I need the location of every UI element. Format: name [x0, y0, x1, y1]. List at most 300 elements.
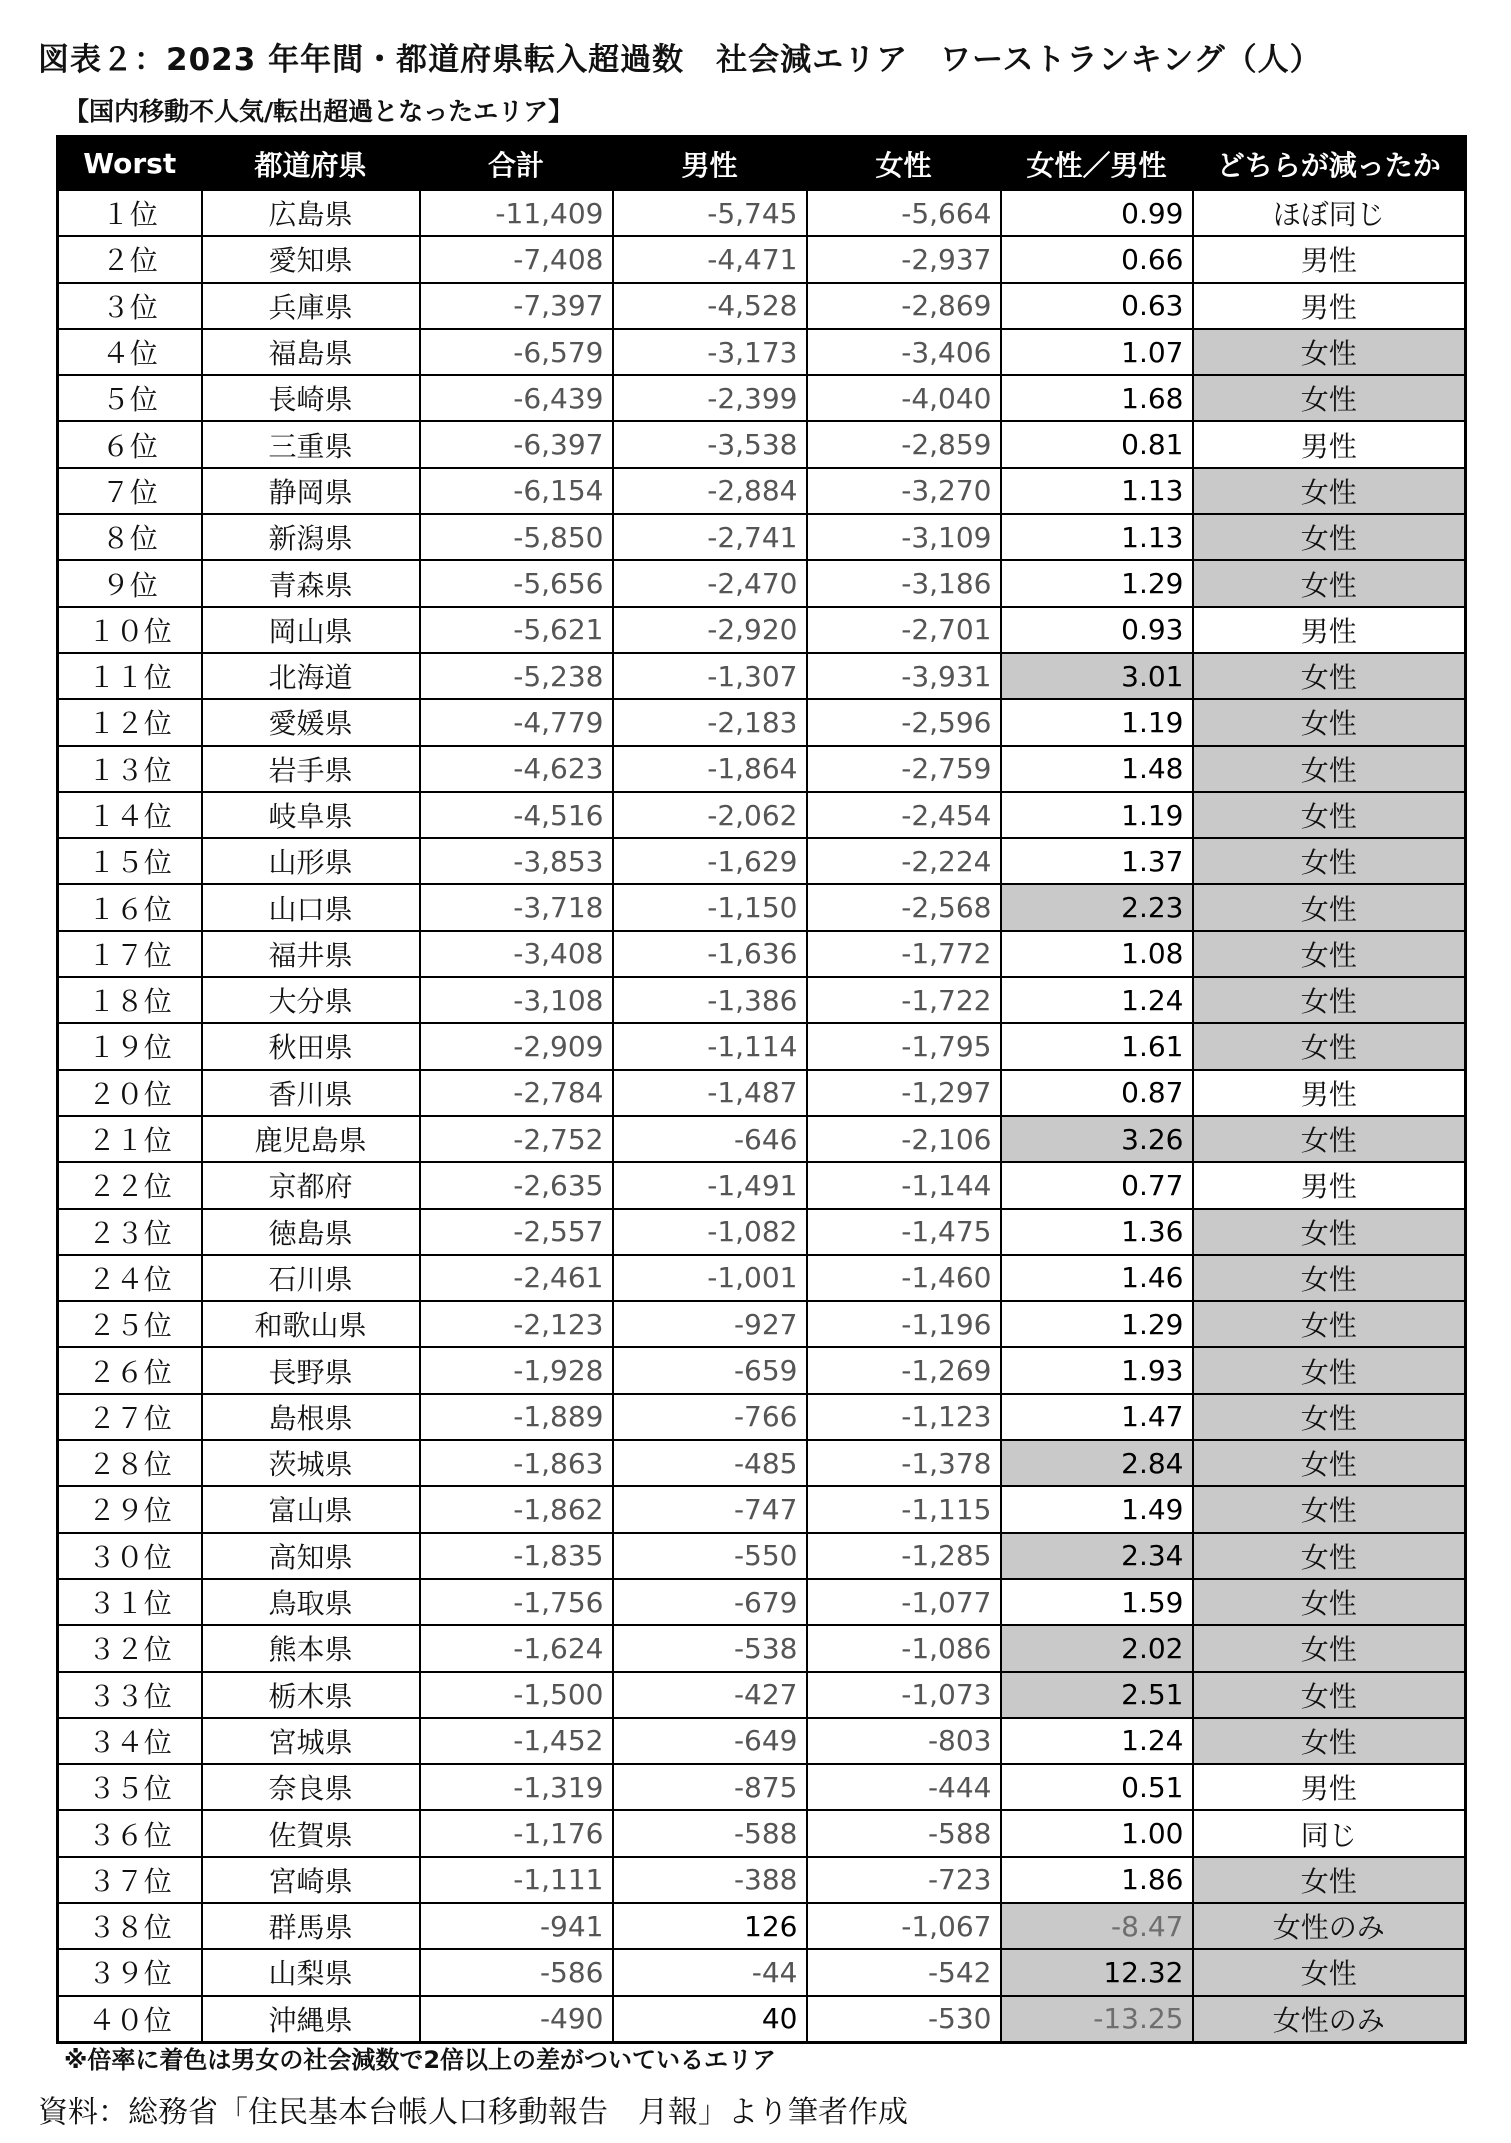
ratio-cell: 1.86 — [1001, 1857, 1193, 1903]
which-decreased-cell: 女性 — [1193, 468, 1466, 514]
which-decreased-cell: 女性 — [1193, 1394, 1466, 1440]
rank-cell: ３１位 — [58, 1579, 202, 1625]
total-cell: -2,909 — [420, 1023, 613, 1069]
prefecture-cell: 山口県 — [202, 884, 420, 930]
male-cell: -550 — [613, 1533, 807, 1579]
male-cell: -2,741 — [613, 514, 807, 560]
ratio-cell: 1.36 — [1001, 1209, 1193, 1255]
total-cell: -6,154 — [420, 468, 613, 514]
total-cell: -6,397 — [420, 421, 613, 467]
ratio-cell: 1.08 — [1001, 931, 1193, 977]
prefecture-cell: 宮城県 — [202, 1718, 420, 1764]
table-row — [58, 1486, 1466, 1532]
total-cell: -2,784 — [420, 1070, 613, 1116]
total-cell: -7,408 — [420, 236, 613, 282]
which-decreased-cell: 女性 — [1193, 1440, 1466, 1486]
male-cell: -3,538 — [613, 421, 807, 467]
rank-cell: １０位 — [58, 607, 202, 653]
total-cell: -2,752 — [420, 1116, 613, 1162]
table-row — [58, 1949, 1466, 1995]
female-cell: -2,759 — [807, 746, 1001, 792]
male-cell: -5,745 — [613, 190, 807, 236]
male-cell: -1,001 — [613, 1255, 807, 1301]
male-cell: -1,307 — [613, 653, 807, 699]
total-cell: -11,409 — [420, 190, 613, 236]
total-cell: -4,623 — [420, 746, 613, 792]
table-row — [58, 514, 1466, 560]
male-cell: -875 — [613, 1764, 807, 1810]
which-decreased-cell: 女性 — [1193, 1672, 1466, 1718]
male-cell: -2,183 — [613, 699, 807, 745]
which-decreased-cell: 女性 — [1193, 746, 1466, 792]
prefecture-cell: 岡山県 — [202, 607, 420, 653]
male-cell: -747 — [613, 1486, 807, 1532]
rank-cell: １２位 — [58, 699, 202, 745]
male-cell: -1,150 — [613, 884, 807, 930]
prefecture-cell: 広島県 — [202, 190, 420, 236]
prefecture-cell: 秋田県 — [202, 1023, 420, 1069]
prefecture-cell: 高知県 — [202, 1533, 420, 1579]
header-total: 合計 — [420, 137, 613, 191]
table-body — [58, 190, 1466, 2042]
prefecture-cell: 群馬県 — [202, 1903, 420, 1949]
prefecture-cell: 兵庫県 — [202, 283, 420, 329]
which-decreased-cell: 女性 — [1193, 838, 1466, 884]
total-cell: -3,853 — [420, 838, 613, 884]
total-cell: -1,319 — [420, 1764, 613, 1810]
female-cell: -723 — [807, 1857, 1001, 1903]
male-cell: -2,884 — [613, 468, 807, 514]
prefecture-cell: 石川県 — [202, 1255, 420, 1301]
total-cell: -1,863 — [420, 1440, 613, 1486]
female-cell: -1,285 — [807, 1533, 1001, 1579]
female-cell: -3,109 — [807, 514, 1001, 560]
prefecture-cell: 愛媛県 — [202, 699, 420, 745]
table-row — [58, 1347, 1466, 1393]
ratio-cell: 1.00 — [1001, 1810, 1193, 1856]
female-cell: -1,067 — [807, 1903, 1001, 1949]
prefecture-cell: 奈良県 — [202, 1764, 420, 1810]
total-cell: -5,656 — [420, 560, 613, 606]
ratio-cell: 1.48 — [1001, 746, 1193, 792]
ratio-cell: 1.24 — [1001, 1718, 1193, 1764]
which-decreased-cell: 同じ — [1193, 1810, 1466, 1856]
rank-cell: ２位 — [58, 236, 202, 282]
male-cell: -4,528 — [613, 283, 807, 329]
prefecture-cell: 三重県 — [202, 421, 420, 467]
male-cell: -538 — [613, 1625, 807, 1671]
female-cell: -2,454 — [807, 792, 1001, 838]
table-row — [58, 1209, 1466, 1255]
male-cell: -588 — [613, 1810, 807, 1856]
total-cell: -1,176 — [420, 1810, 613, 1856]
rank-cell: ２２位 — [58, 1162, 202, 1208]
male-cell: -1,082 — [613, 1209, 807, 1255]
male-cell: -659 — [613, 1347, 807, 1393]
table-row — [58, 236, 1466, 282]
male-cell: 40 — [613, 1996, 807, 2043]
total-cell: -3,108 — [420, 977, 613, 1023]
rank-cell: ２５位 — [58, 1301, 202, 1347]
male-cell: -679 — [613, 1579, 807, 1625]
table-row — [58, 283, 1466, 329]
table-row — [58, 1162, 1466, 1208]
prefecture-cell: 北海道 — [202, 653, 420, 699]
rank-cell: ２８位 — [58, 1440, 202, 1486]
source-credit: 資料：総務省「住民基本台帳人口移動報告 月報」より筆者作成 — [38, 2095, 908, 2130]
ratio-cell: 12.32 — [1001, 1949, 1193, 1995]
prefecture-cell: 茨城県 — [202, 1440, 420, 1486]
table-row — [58, 1116, 1466, 1162]
female-cell: -1,123 — [807, 1394, 1001, 1440]
ratio-cell: 1.13 — [1001, 514, 1193, 560]
rank-cell: ４０位 — [58, 1996, 202, 2043]
table-row — [58, 1764, 1466, 1810]
ratio-cell: 1.49 — [1001, 1486, 1193, 1532]
female-cell: -2,701 — [807, 607, 1001, 653]
table-row — [58, 884, 1466, 930]
prefecture-cell: 長野県 — [202, 1347, 420, 1393]
female-cell: -1,297 — [807, 1070, 1001, 1116]
prefecture-cell: 新潟県 — [202, 514, 420, 560]
female-cell: -542 — [807, 1949, 1001, 1995]
rank-cell: ３３位 — [58, 1672, 202, 1718]
ratio-cell: 2.51 — [1001, 1672, 1193, 1718]
table-row — [58, 1625, 1466, 1671]
male-cell: -646 — [613, 1116, 807, 1162]
table-row — [58, 1718, 1466, 1764]
which-decreased-cell: 女性 — [1193, 1347, 1466, 1393]
prefecture-cell: 山梨県 — [202, 1949, 420, 1995]
total-cell: -1,452 — [420, 1718, 613, 1764]
male-cell: -2,399 — [613, 375, 807, 421]
header-ratio: 女性／男性 — [1001, 137, 1193, 191]
total-cell: -1,500 — [420, 1672, 613, 1718]
female-cell: -1,460 — [807, 1255, 1001, 1301]
ratio-cell: 1.24 — [1001, 977, 1193, 1023]
total-cell: -1,889 — [420, 1394, 613, 1440]
rank-cell: ２３位 — [58, 1209, 202, 1255]
prefecture-cell: 和歌山県 — [202, 1301, 420, 1347]
which-decreased-cell: 男性 — [1193, 607, 1466, 653]
ratio-cell: 2.34 — [1001, 1533, 1193, 1579]
which-decreased-cell: 女性のみ — [1193, 1996, 1466, 2043]
table-row — [58, 1023, 1466, 1069]
male-cell: -649 — [613, 1718, 807, 1764]
male-cell: -1,386 — [613, 977, 807, 1023]
table-row — [58, 607, 1466, 653]
which-decreased-cell: 女性 — [1193, 1533, 1466, 1579]
prefecture-cell: 青森県 — [202, 560, 420, 606]
which-decreased-cell: 女性 — [1193, 1301, 1466, 1347]
prefecture-cell: 山形県 — [202, 838, 420, 884]
which-decreased-cell: 女性 — [1193, 699, 1466, 745]
total-cell: -4,779 — [420, 699, 613, 745]
total-cell: -7,397 — [420, 283, 613, 329]
which-decreased-cell: 男性 — [1193, 1162, 1466, 1208]
rank-cell: ２４位 — [58, 1255, 202, 1301]
female-cell: -2,568 — [807, 884, 1001, 930]
rank-cell: １５位 — [58, 838, 202, 884]
rank-cell: ７位 — [58, 468, 202, 514]
female-cell: -1,196 — [807, 1301, 1001, 1347]
which-decreased-cell: 女性 — [1193, 560, 1466, 606]
table-row — [58, 977, 1466, 1023]
ratio-cell: 0.93 — [1001, 607, 1193, 653]
male-cell: -1,864 — [613, 746, 807, 792]
table-row — [58, 792, 1466, 838]
table-subtitle: 【国内移動不人気/転出超過となったエリア】 — [64, 97, 574, 126]
female-cell: -3,186 — [807, 560, 1001, 606]
total-cell: -2,461 — [420, 1255, 613, 1301]
rank-cell: ３７位 — [58, 1857, 202, 1903]
female-cell: -1,077 — [807, 1579, 1001, 1625]
which-decreased-cell: 女性 — [1193, 1255, 1466, 1301]
table-row — [58, 931, 1466, 977]
table-row — [58, 1672, 1466, 1718]
rank-cell: １６位 — [58, 884, 202, 930]
ratio-cell: 1.19 — [1001, 699, 1193, 745]
prefecture-cell: 鹿児島県 — [202, 1116, 420, 1162]
female-cell: -2,859 — [807, 421, 1001, 467]
total-cell: -2,557 — [420, 1209, 613, 1255]
prefecture-cell: 愛知県 — [202, 236, 420, 282]
table-row — [58, 1394, 1466, 1440]
male-cell: -3,173 — [613, 329, 807, 375]
rank-cell: ３０位 — [58, 1533, 202, 1579]
rank-cell: ２９位 — [58, 1486, 202, 1532]
prefecture-cell: 福井県 — [202, 931, 420, 977]
which-decreased-cell: 女性 — [1193, 1857, 1466, 1903]
table-header-row — [58, 137, 1466, 191]
ratio-cell: 0.81 — [1001, 421, 1193, 467]
rank-cell: ９位 — [58, 560, 202, 606]
prefecture-cell: 栃木県 — [202, 1672, 420, 1718]
total-cell: -941 — [420, 1903, 613, 1949]
rank-cell: ２１位 — [58, 1116, 202, 1162]
table-row — [58, 1903, 1466, 1949]
male-cell: -1,114 — [613, 1023, 807, 1069]
table-row — [58, 1301, 1466, 1347]
male-cell: 126 — [613, 1903, 807, 1949]
rank-cell: １３位 — [58, 746, 202, 792]
male-cell: -4,471 — [613, 236, 807, 282]
ratio-cell: 1.61 — [1001, 1023, 1193, 1069]
ratio-cell: 0.63 — [1001, 283, 1193, 329]
rank-cell: ２０位 — [58, 1070, 202, 1116]
which-decreased-cell: 女性 — [1193, 792, 1466, 838]
female-cell: -1,073 — [807, 1672, 1001, 1718]
female-cell: -1,722 — [807, 977, 1001, 1023]
ratio-cell: -8.47 — [1001, 1903, 1193, 1949]
table-row — [58, 421, 1466, 467]
table-row — [58, 1579, 1466, 1625]
prefecture-cell: 佐賀県 — [202, 1810, 420, 1856]
ratio-cell: 0.87 — [1001, 1070, 1193, 1116]
prefecture-cell: 宮崎県 — [202, 1857, 420, 1903]
prefecture-cell: 福島県 — [202, 329, 420, 375]
rank-cell: ３５位 — [58, 1764, 202, 1810]
ratio-cell: 2.23 — [1001, 884, 1193, 930]
table-row — [58, 329, 1466, 375]
total-cell: -5,850 — [420, 514, 613, 560]
rank-cell: ３位 — [58, 283, 202, 329]
female-cell: -1,795 — [807, 1023, 1001, 1069]
table-row — [58, 375, 1466, 421]
which-decreased-cell: 女性 — [1193, 1579, 1466, 1625]
female-cell: -530 — [807, 1996, 1001, 2043]
ratio-cell: 1.59 — [1001, 1579, 1193, 1625]
male-cell: -2,470 — [613, 560, 807, 606]
table-row — [58, 699, 1466, 745]
prefecture-cell: 京都府 — [202, 1162, 420, 1208]
female-cell: -1,144 — [807, 1162, 1001, 1208]
rank-cell: ８位 — [58, 514, 202, 560]
footnote: ※倍率に着色は男女の社会減数で2倍以上の差がついているエリア — [64, 2046, 777, 2074]
rank-cell: ２６位 — [58, 1347, 202, 1393]
rank-cell: ４位 — [58, 329, 202, 375]
female-cell: -588 — [807, 1810, 1001, 1856]
ratio-cell: 1.29 — [1001, 560, 1193, 606]
rank-cell: ３９位 — [58, 1949, 202, 1995]
which-decreased-cell: ほぼ同じ — [1193, 190, 1466, 236]
male-cell: -2,062 — [613, 792, 807, 838]
which-decreased-cell: 女性 — [1193, 1625, 1466, 1671]
ratio-cell: 1.46 — [1001, 1255, 1193, 1301]
total-cell: -5,621 — [420, 607, 613, 653]
prefecture-cell: 富山県 — [202, 1486, 420, 1532]
ratio-cell: 1.68 — [1001, 375, 1193, 421]
ratio-cell: 2.02 — [1001, 1625, 1193, 1671]
prefecture-cell: 長崎県 — [202, 375, 420, 421]
male-cell: -2,920 — [613, 607, 807, 653]
table-row — [58, 838, 1466, 884]
which-decreased-cell: 女性 — [1193, 1209, 1466, 1255]
ratio-cell: -13.25 — [1001, 1996, 1193, 2043]
header-male: 男性 — [613, 137, 807, 191]
total-cell: -1,111 — [420, 1857, 613, 1903]
ratio-cell: 2.84 — [1001, 1440, 1193, 1486]
table-row — [58, 560, 1466, 606]
total-cell: -1,756 — [420, 1579, 613, 1625]
ratio-cell: 1.47 — [1001, 1394, 1193, 1440]
page-title: 図表２：2023 年年間・都道府県転入超過数 社会減エリア ワーストランキング（人） — [38, 42, 1322, 78]
which-decreased-cell: 男性 — [1193, 283, 1466, 329]
total-cell: -3,408 — [420, 931, 613, 977]
which-decreased-cell: 女性 — [1193, 931, 1466, 977]
ranking-table — [56, 135, 1467, 2044]
table-row — [58, 1857, 1466, 1903]
rank-cell: ３８位 — [58, 1903, 202, 1949]
total-cell: -5,238 — [420, 653, 613, 699]
male-cell: -1,491 — [613, 1162, 807, 1208]
header-prefecture: 都道府県 — [202, 137, 420, 191]
which-decreased-cell: 女性 — [1193, 375, 1466, 421]
male-cell: -427 — [613, 1672, 807, 1718]
rank-cell: ３６位 — [58, 1810, 202, 1856]
female-cell: -3,270 — [807, 468, 1001, 514]
rank-cell: １９位 — [58, 1023, 202, 1069]
table-row — [58, 1255, 1466, 1301]
prefecture-cell: 静岡県 — [202, 468, 420, 514]
ratio-cell: 1.29 — [1001, 1301, 1193, 1347]
which-decreased-cell: 男性 — [1193, 1070, 1466, 1116]
ratio-cell: 0.77 — [1001, 1162, 1193, 1208]
rank-cell: １８位 — [58, 977, 202, 1023]
rank-cell: １位 — [58, 190, 202, 236]
prefecture-cell: 沖縄県 — [202, 1996, 420, 2043]
table-row — [58, 1533, 1466, 1579]
rank-cell: １７位 — [58, 931, 202, 977]
which-decreased-cell: 女性のみ — [1193, 1903, 1466, 1949]
male-cell: -927 — [613, 1301, 807, 1347]
female-cell: -803 — [807, 1718, 1001, 1764]
male-cell: -1,629 — [613, 838, 807, 884]
rank-cell: １４位 — [58, 792, 202, 838]
prefecture-cell: 鳥取県 — [202, 1579, 420, 1625]
female-cell: -1,269 — [807, 1347, 1001, 1393]
table-row — [58, 190, 1466, 236]
male-cell: -766 — [613, 1394, 807, 1440]
header-female: 女性 — [807, 137, 1001, 191]
ratio-cell: 1.07 — [1001, 329, 1193, 375]
ratio-cell: 0.51 — [1001, 1764, 1193, 1810]
total-cell: -6,579 — [420, 329, 613, 375]
prefecture-cell: 徳島県 — [202, 1209, 420, 1255]
header-which-decreased: どちらが減ったか — [1193, 137, 1466, 191]
rank-cell: １１位 — [58, 653, 202, 699]
table-row — [58, 1996, 1466, 2043]
female-cell: -4,040 — [807, 375, 1001, 421]
total-cell: -1,862 — [420, 1486, 613, 1532]
which-decreased-cell: 女性 — [1193, 1116, 1466, 1162]
total-cell: -586 — [420, 1949, 613, 1995]
female-cell: -3,406 — [807, 329, 1001, 375]
rank-cell: ６位 — [58, 421, 202, 467]
ratio-cell: 1.19 — [1001, 792, 1193, 838]
which-decreased-cell: 女性 — [1193, 1718, 1466, 1764]
female-cell: -2,937 — [807, 236, 1001, 282]
which-decreased-cell: 女性 — [1193, 653, 1466, 699]
prefecture-cell: 大分県 — [202, 977, 420, 1023]
total-cell: -2,635 — [420, 1162, 613, 1208]
female-cell: -2,596 — [807, 699, 1001, 745]
female-cell: -1,115 — [807, 1486, 1001, 1532]
total-cell: -2,123 — [420, 1301, 613, 1347]
ratio-cell: 0.66 — [1001, 236, 1193, 282]
which-decreased-cell: 男性 — [1193, 236, 1466, 282]
male-cell: -485 — [613, 1440, 807, 1486]
prefecture-cell: 熊本県 — [202, 1625, 420, 1671]
which-decreased-cell: 女性 — [1193, 1949, 1466, 1995]
table-row — [58, 746, 1466, 792]
table-row — [58, 653, 1466, 699]
total-cell: -1,835 — [420, 1533, 613, 1579]
rank-cell: ３４位 — [58, 1718, 202, 1764]
female-cell: -1,772 — [807, 931, 1001, 977]
total-cell: -4,516 — [420, 792, 613, 838]
female-cell: -2,869 — [807, 283, 1001, 329]
female-cell: -2,224 — [807, 838, 1001, 884]
total-cell: -3,718 — [420, 884, 613, 930]
female-cell: -2,106 — [807, 1116, 1001, 1162]
which-decreased-cell: 女性 — [1193, 329, 1466, 375]
female-cell: -3,931 — [807, 653, 1001, 699]
ratio-cell: 3.01 — [1001, 653, 1193, 699]
which-decreased-cell: 男性 — [1193, 421, 1466, 467]
which-decreased-cell: 女性 — [1193, 884, 1466, 930]
male-cell: -1,487 — [613, 1070, 807, 1116]
